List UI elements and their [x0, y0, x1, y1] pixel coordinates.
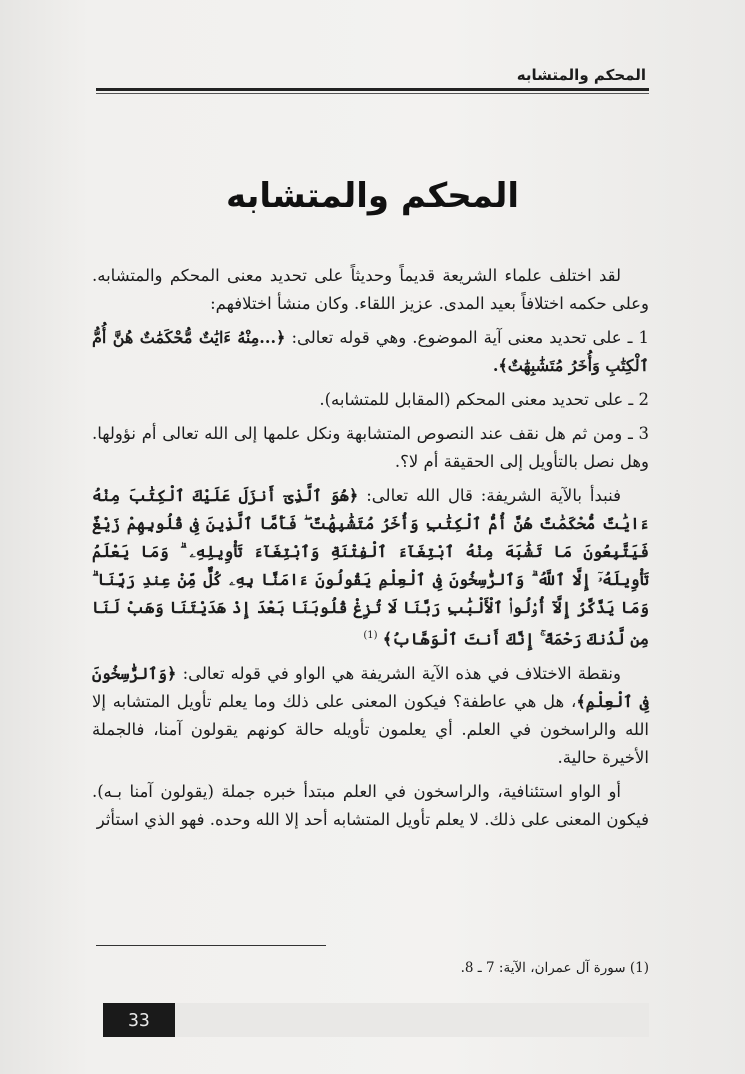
header-rule [96, 88, 649, 91]
closing-paragraph: أو الواو استئنافية، والراسخون في العلم مبتدأ خبره جملة (يقولون آمنا بـه). فيكون المعنى على ذلك. لا يعلم تأويل المتشابه أحد إلا الله وحده. فهو الذي استأثر [92, 781, 649, 829]
footnote-marker: (1) [363, 630, 378, 641]
page-number: 33 [103, 1003, 175, 1037]
body-text [92, 262, 649, 840]
chapter-title: المحكم والمتشابه [226, 176, 519, 216]
header-rule-thin [96, 93, 649, 94]
footer-band [103, 1003, 649, 1037]
footnote: (1) سورة آل عمران، الآية: 7 ـ 8. [460, 960, 649, 976]
analysis-prefix: ونقطة الاختلاف في هذه الآية الشريفة هي الواو في قوله تعالى: [182, 663, 621, 683]
running-header: المحكم والمتشابه [516, 66, 646, 84]
verse-text: ﴿هُوَ ٱلَّذِىٓ أَنزَلَ عَلَيْكَ ٱلْكِتَٰبَ مِنْهُ ءَايَٰتٌ مُّحْكَمَٰتٌ هُنَّ أُمُّ ٱلْكِتَٰبِ وَأُخَرُ مُتَشَٰبِهَٰتٌ ۖ فَأَمَّا ٱلَّذِينَ فِى قُلُوبِهِمْ زَيْغٌ فَيَتَّبِعُونَ مَا تَشَٰبَهَ مِنْهُ ٱبْتِغَآءَ ٱلْفِتْنَةِ وَٱبْتِغَآءَ تَأْوِيلِهِۦ ۗ وَمَا يَعْلَمُ تَأْوِيلَهُۥٓ إِلَّا ٱللَّهُ ۗ وَٱلرَّٰسِخُونَ فِى ٱلْعِلْمِ يَقُولُونَ ءَامَنَّا بِهِۦ كُلٌّ مِّنْ عِندِ رَبِّنَا ۗ وَمَا يَذَّكَّرُ إِلَّآ أُو۟لُوا۟ ٱلْأَلْبَٰبِ رَبَّنَا لَا تُزِغْ قُلُوبَنَا بَعْدَ إِذْ هَدَيْتَنَا وَهَبْ لَنَا مِن لَّدُنكَ رَحْمَةً ۚ إِنَّكَ أَنتَ ٱلْوَهَّابُ﴾ [92, 486, 649, 649]
list-item-2: 2 ـ على تحديد معنى المحكم (المقابل للمتشابه). [319, 390, 649, 409]
analysis-quran: ﴿وَٱلرَّٰسِخُونَ فِى ٱلْعِلْمِ﴾ [92, 663, 649, 711]
analysis-rest: ، هل هي عاطفة؟ فيكون المعنى على ذلك وما يعلم تأويل المتشابه إلا الله والراسخون في العلم. أي يعلمون تأويله حالة كونهم يقولون آمنا، فالجملة الأخيرة حالية. [92, 691, 649, 767]
list-item-3: 3 ـ ومن ثم هل نقف عند النصوص المتشابهة ونكل علمها إلى الله تعالى أم نؤولها. وهل نصل بالتأويل إلى الحقيقة أم لا؟. [92, 424, 649, 471]
intro-paragraph: لقد اختلف علماء الشريعة قديماً وحديثاً على تحديد معنى المحكم والمتشابه. وعلى حكمه اختلافاً بعيد المدى. عزيز اللقاء. وكان منشأ اختلافهم: [92, 266, 649, 313]
item1-quran: ﴿...مِنْهُ ءَايَٰتٌ مُّحْكَمَٰتٌ هُنَّ أُمُّ ٱلْكِتَٰبِ وَأُخَرُ مُتَشَٰبِهَٰتٌ﴾. [92, 328, 649, 375]
item1-text: 1 ـ على تحديد معنى آية الموضوع. وهي قوله تعالى: [291, 328, 649, 347]
analysis-paragraph [92, 660, 649, 772]
list-item-1 [92, 324, 649, 380]
verse-intro: فنبدأ بالآية الشريفة: قال الله تعالى: [366, 486, 621, 505]
verse-paragraph [92, 482, 649, 654]
footnote-rule [96, 945, 326, 946]
